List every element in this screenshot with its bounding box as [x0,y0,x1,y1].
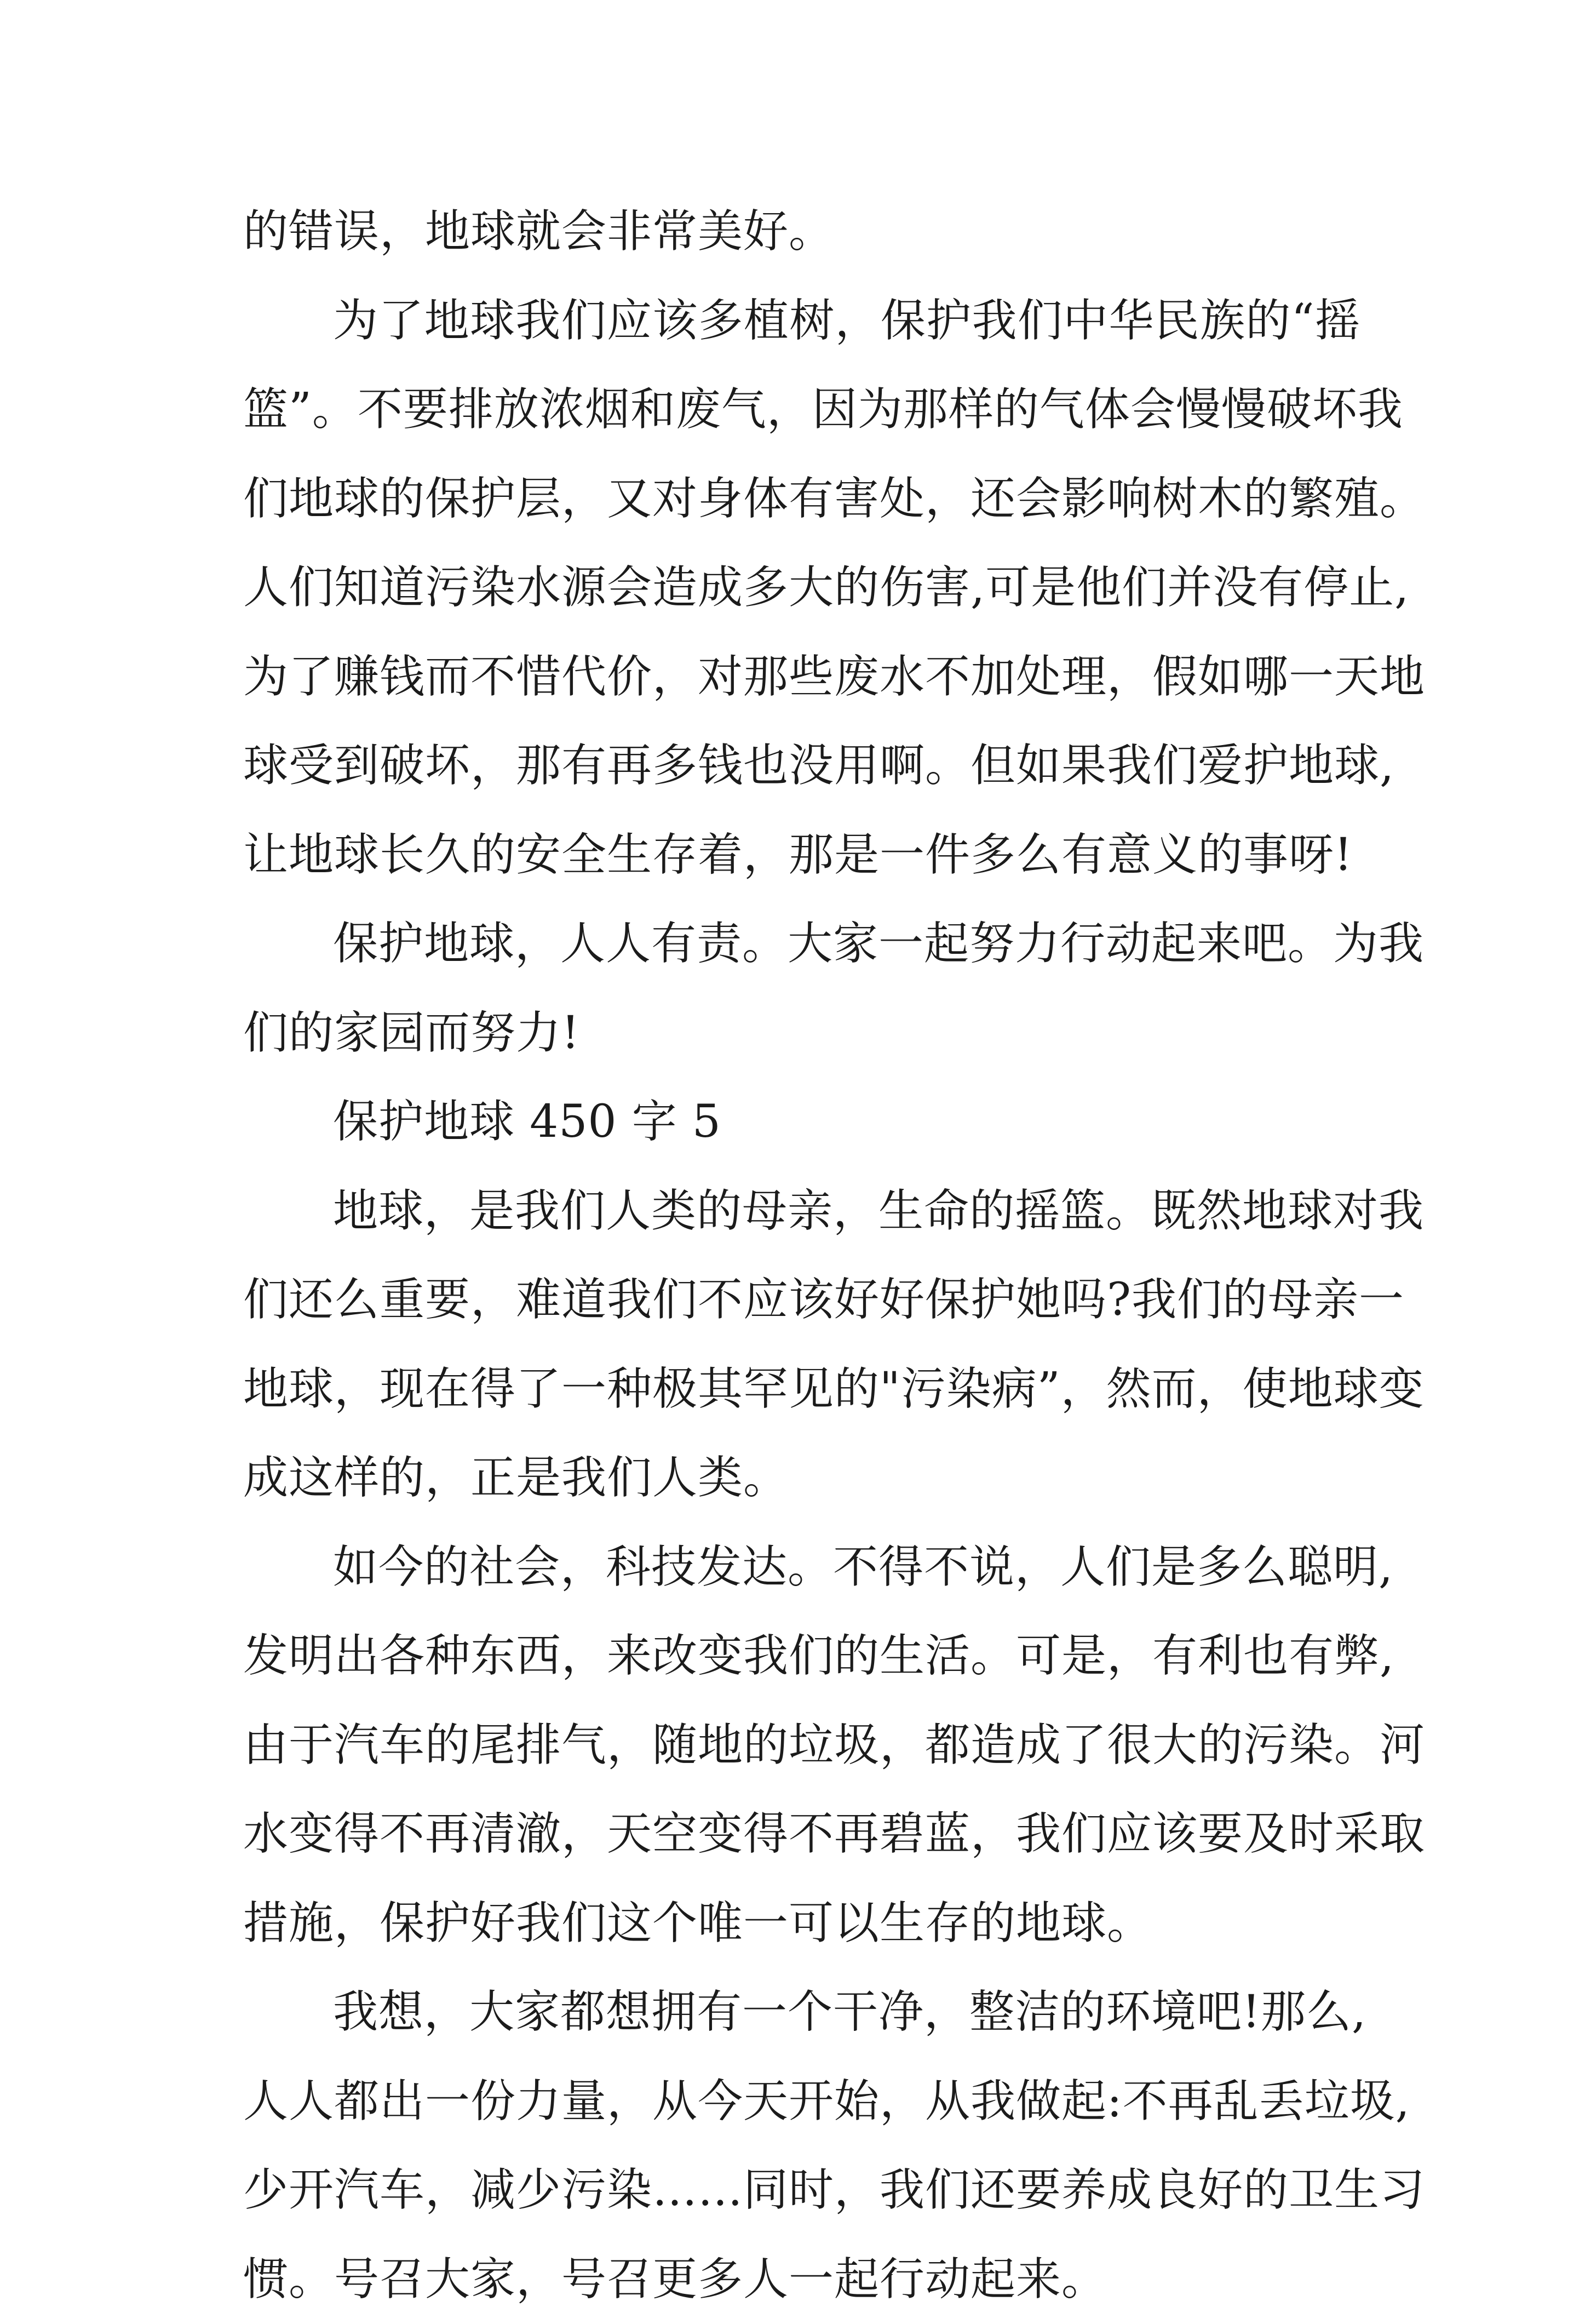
text-line: 地球，现在得了一种极其罕见的"污染病”，然而，使地球变 [243,1345,1360,1434]
text-line: 由于汽车的尾排气，随地的垃圾，都造成了很大的污染。河 [243,1701,1360,1790]
text-line: 篮”。不要排放浓烟和废气，因为那样的气体会慢慢破坏我 [243,365,1360,455]
text-line: 们的家园而努力! [243,989,1360,1078]
text-line: 少开汽车，减少污染……同时，我们还要养成良好的卫生习 [243,2146,1360,2235]
text-line: 们还么重要，难道我们不应该好好保护她吗?我们的母亲一 [243,1256,1360,1345]
text-line: 保护地球，人人有责。大家一起努力行动起来吧。为我 [243,900,1360,989]
text-line: 如今的社会，科技发达。不得不说，人们是多么聪明, [243,1523,1360,1612]
text-line: 保护地球 450 字 5 [243,1078,1360,1167]
text-line: 人们知道污染水源会造成多大的伤害,可是他们并没有停止, [243,543,1360,633]
text-line: 们地球的保护层，又对身体有害处，还会影响树木的繁殖。 [243,455,1360,544]
text-line: 水变得不再清澈，天空变得不再碧蓝，我们应该要及时采取 [243,1790,1360,1879]
text-line: 人人都出一份力量，从今天开始，从我做起:不再乱丢垃圾, [243,2057,1360,2146]
text-line: 措施，保护好我们这个唯一可以生存的地球。 [243,1879,1360,1968]
text-line: 惯。号召大家，号召更多人一起行动起来。 [243,2235,1360,2324]
document-body [243,187,1360,2324]
text-line: 地球，是我们人类的母亲，生命的摇篮。既然地球对我 [243,1167,1360,1256]
text-line: 为了地球我们应该多植树，保护我们中华民族的“摇 [243,277,1360,366]
text-line: 让地球长久的安全生存着，那是一件多么有意义的事呀! [243,811,1360,900]
text-line: 球受到破坏，那有再多钱也没用啊。但如果我们爱护地球, [243,722,1360,811]
text-line: 发明出各种东西，来改变我们的生活。可是，有利也有弊, [243,1612,1360,1701]
text-line: 成这样的，正是我们人类。 [243,1434,1360,1523]
text-line: 的错误，地球就会非常美好。 [243,187,1360,277]
text-line: 我想，大家都想拥有一个干净，整洁的环境吧!那么, [243,1968,1360,2057]
text-line: 为了赚钱而不惜代价，对那些废水不加处理，假如哪一天地 [243,633,1360,722]
